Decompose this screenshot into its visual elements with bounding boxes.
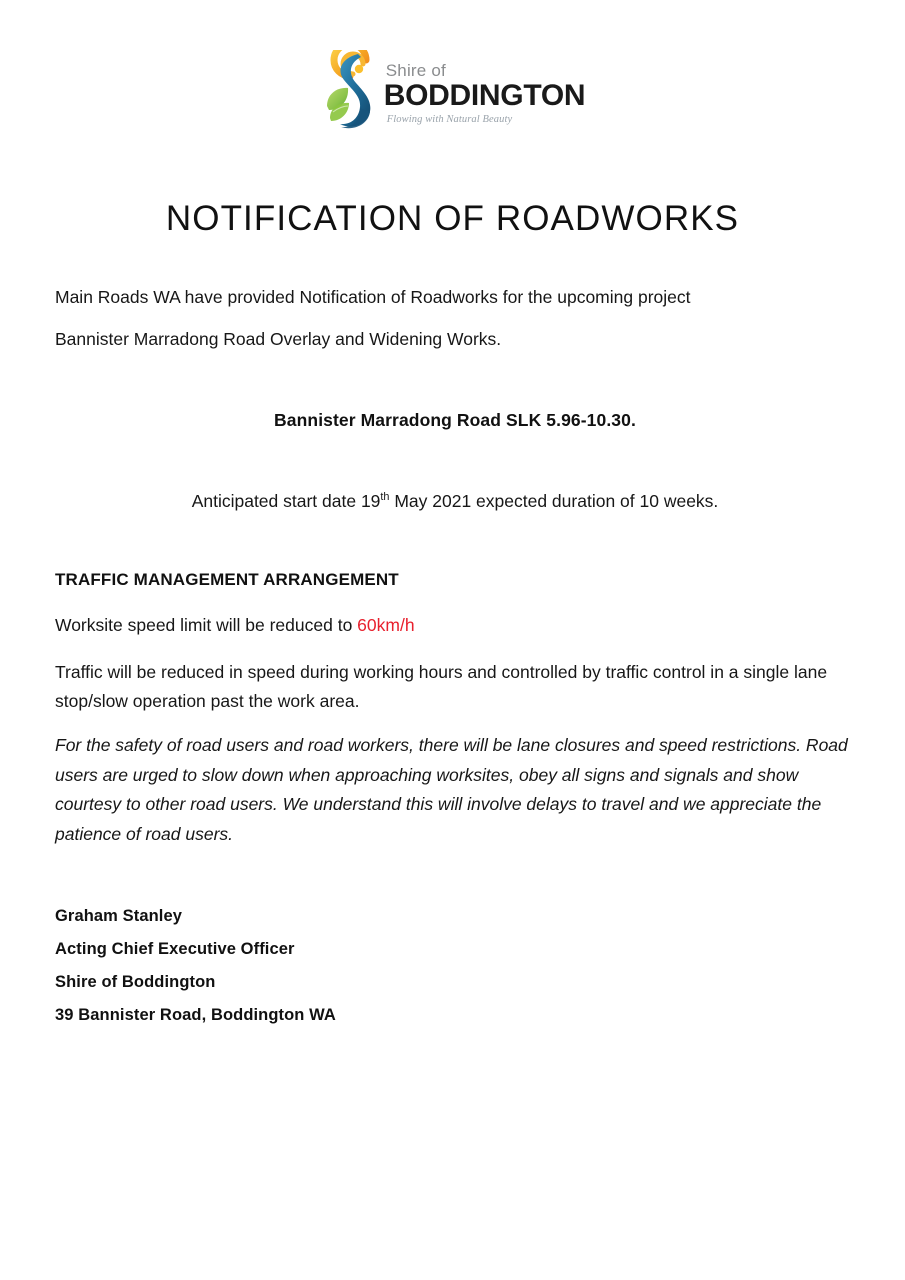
safety-notice-paragraph: For the safety of road users and road workers, there will be lane closures and speed restrictions. Road users are urged to slow down when approaching worksites, obey all signs and signals and show courtesy to other road users. We understand this will involve delays to travel and we appreciate the patience of road users. (55, 735, 848, 844)
traffic-control-paragraph: Traffic will be reduced in speed during working hours and controlled by traffic control in a single lane stop/slow operation past the work area. (55, 662, 828, 712)
page-title: NOTIFICATION OF ROADWORKS (165, 199, 740, 239)
speed-limit-prefix: Worksite speed limit will be reduced to (55, 614, 358, 635)
date-ordinal-suffix: th (380, 490, 390, 503)
start-date-line (55, 433, 855, 514)
logo-shire-of-text: Shire of (385, 61, 446, 81)
project-slk-line: Bannister Marradong Road SLK 5.96-10.30. (274, 410, 636, 430)
signature-block (55, 900, 336, 1032)
signatory-organisation: Shire of Boddington (55, 973, 216, 991)
traffic-management-heading: TRAFFIC MANAGEMENT ARRANGEMENT (55, 570, 399, 589)
intro-line-1: Main Roads WA have provided Notification of Roadworks for the upcoming project (55, 287, 691, 307)
leaf-shapes (327, 88, 349, 121)
document-body (55, 276, 855, 849)
speed-limit-value: 60km/h (357, 614, 415, 635)
logo-tagline-text: Flowing with Natural Beauty (386, 114, 513, 126)
logo-inner (320, 50, 585, 132)
start-date-prefix: Anticipated start date 19 (191, 490, 381, 511)
speed-limit-line (55, 592, 855, 638)
logo-wordmark (384, 56, 585, 126)
shire-of-boddington-logo (0, 50, 905, 136)
intro-line-2: Bannister Marradong Road Overlay and Widening Works. (55, 329, 502, 349)
intro-paragraph (55, 276, 855, 360)
signatory-address: 39 Bannister Road, Boddington WA (55, 1006, 336, 1024)
signatory-name: Graham Stanley (55, 907, 183, 925)
boddington-emblem-icon (320, 50, 382, 132)
signatory-position: Acting Chief Executive Officer (55, 940, 295, 958)
start-date-suffix: May 2021 expected duration of 10 weeks. (389, 490, 719, 511)
logo-boddington-text: BODDINGTON (383, 79, 586, 113)
